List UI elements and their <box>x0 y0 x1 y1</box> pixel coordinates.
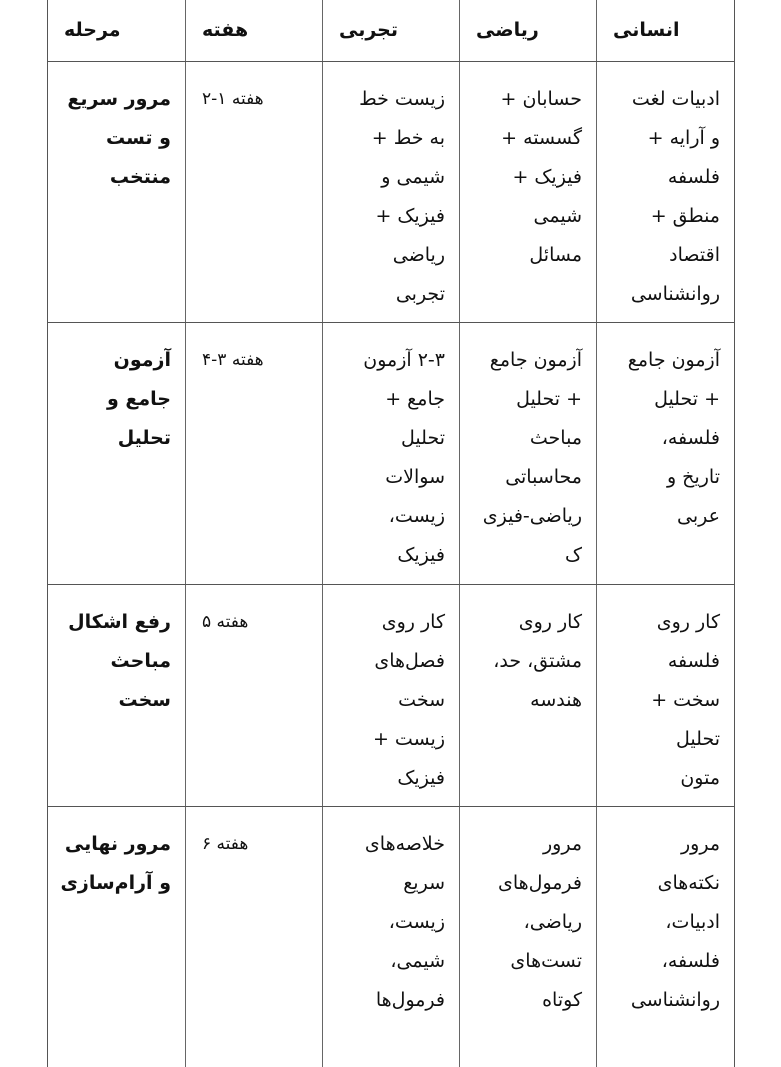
study-plan-table <box>47 0 735 1067</box>
cell-line: اقتصاد <box>669 244 720 266</box>
humanities-cell <box>597 323 734 584</box>
cell-line: فیزیک + <box>375 205 445 227</box>
cell-line: مباحث <box>529 427 582 449</box>
cell-line: حسابان + <box>500 88 582 110</box>
cell-line: شیمی، <box>390 950 445 972</box>
cell-line: محاسباتی <box>505 466 582 488</box>
table-row <box>48 807 734 1067</box>
header-humanities: انسانی <box>613 19 680 41</box>
cell-line: و آرایه + <box>647 127 720 149</box>
cell-line: فصل‌های <box>374 650 445 672</box>
experimental-cell <box>323 62 460 322</box>
math-cell <box>460 62 597 322</box>
cell-line: ک <box>564 544 582 566</box>
cell-line: مرور سریع <box>67 88 171 110</box>
cell-line: جامع و <box>107 388 171 410</box>
cell-line: رفع اشکال <box>68 611 171 633</box>
math-cell <box>460 807 597 1067</box>
week-cell: هفته ۳-۴ <box>186 323 323 584</box>
math-cell <box>460 323 597 584</box>
header-math: ریاضی <box>460 0 597 61</box>
cell-line: شیمی <box>533 205 582 227</box>
cell-line: عربی <box>677 505 720 527</box>
cell-line: شیمی و <box>381 166 445 188</box>
cell-line: متون <box>680 767 720 789</box>
cell-line: مباحث <box>110 650 171 672</box>
cell-line: خلاصه‌های <box>364 833 445 855</box>
cell-line: ریاضی-فیزی <box>482 505 582 527</box>
cell-line: ریاضی، <box>523 911 582 933</box>
cell-line: تاریخ و <box>666 466 720 488</box>
stage-cell <box>48 585 186 806</box>
cell-line: روانشناسی <box>630 283 720 305</box>
cell-line: تجربی <box>395 283 445 305</box>
cell-line: سخت + <box>651 689 720 711</box>
stage-cell <box>48 807 186 1067</box>
cell-line: مرور نهایی <box>64 833 171 855</box>
cell-line: ادبیات لغت <box>631 88 720 110</box>
header-week: هفته <box>186 0 323 61</box>
cell-line: + تحلیل <box>654 388 720 410</box>
cell-line: ادبیات، <box>665 911 720 933</box>
cell-line: فرمول‌های <box>497 872 582 894</box>
cell-line: فلسفه <box>667 166 720 188</box>
cell-line: فرمول‌ها <box>375 989 445 1011</box>
week-cell: هفته ۵ <box>186 585 323 806</box>
cell-line: کار روی <box>656 611 720 633</box>
cell-line: کار روی <box>381 611 445 633</box>
cell-line: نکته‌های <box>657 872 720 894</box>
cell-line: جامع + <box>385 388 445 410</box>
cell-line: مرور <box>680 833 720 855</box>
cell-line: زیست + <box>372 728 445 750</box>
cell-line: و تست <box>105 127 171 149</box>
humanities-cell <box>597 62 734 322</box>
cell-line: مسائل <box>529 244 582 266</box>
cell-line: آزمون جامع <box>627 349 720 371</box>
cell-line: گسسته + <box>501 127 582 149</box>
week-cell: هفته ۶ <box>186 807 323 1067</box>
cell-line: فلسفه <box>667 650 720 672</box>
cell-line: زیست، <box>388 911 445 933</box>
cell-line: سریع <box>403 872 445 894</box>
table-header-row <box>48 0 734 62</box>
cell-line: فلسفه، <box>661 950 720 972</box>
cell-line: و آرام‌سازی <box>60 872 171 894</box>
week-cell: هفته ۱-۲ <box>186 62 323 322</box>
cell-line: منتخب <box>109 166 171 188</box>
cell-line: سوالات <box>385 466 445 488</box>
cell-line: هندسه <box>530 689 582 711</box>
table-row <box>48 585 734 807</box>
cell-line: آزمون جامع <box>489 349 582 371</box>
math-cell <box>460 585 597 806</box>
stage-cell <box>48 323 186 584</box>
cell-line: فلسفه، <box>661 427 720 449</box>
cell-line: سخت <box>118 689 171 711</box>
cell-line: تحلیل <box>401 427 445 449</box>
cell-line: مشتق، حد، <box>493 650 582 672</box>
cell-line: ۲-۳ آزمون <box>363 349 445 371</box>
cell-line: منطق + <box>650 205 720 227</box>
experimental-cell <box>323 323 460 584</box>
cell-line: تحلیل <box>676 728 720 750</box>
cell-line: فیزیک <box>397 767 445 789</box>
cell-line: فیزیک + <box>512 166 582 188</box>
cell-line: به خط + <box>371 127 445 149</box>
cell-line: مرور <box>542 833 582 855</box>
cell-line: کوتاه <box>542 989 582 1011</box>
cell-line: روانشناسی <box>630 989 720 1011</box>
humanities-cell <box>597 585 734 806</box>
cell-line: زیست، <box>388 505 445 527</box>
cell-line: تست‌های <box>510 950 582 972</box>
table-row <box>48 323 734 585</box>
header-stage: مرحله <box>48 0 186 61</box>
stage-cell <box>48 62 186 322</box>
table-row <box>48 62 734 323</box>
cell-line: آزمون <box>113 349 171 371</box>
experimental-cell <box>323 585 460 806</box>
experimental-cell <box>323 807 460 1067</box>
cell-line: سخت <box>398 689 445 711</box>
cell-line: تحلیل <box>117 427 171 449</box>
cell-line: فیزیک <box>397 544 445 566</box>
cell-line: + تحلیل <box>516 388 582 410</box>
cell-line: ریاضی <box>392 244 445 266</box>
cell-line: کار روی <box>518 611 582 633</box>
cell-line: زیست خط <box>359 88 445 110</box>
header-experimental: تجربی <box>323 0 460 61</box>
humanities-cell <box>597 807 734 1067</box>
